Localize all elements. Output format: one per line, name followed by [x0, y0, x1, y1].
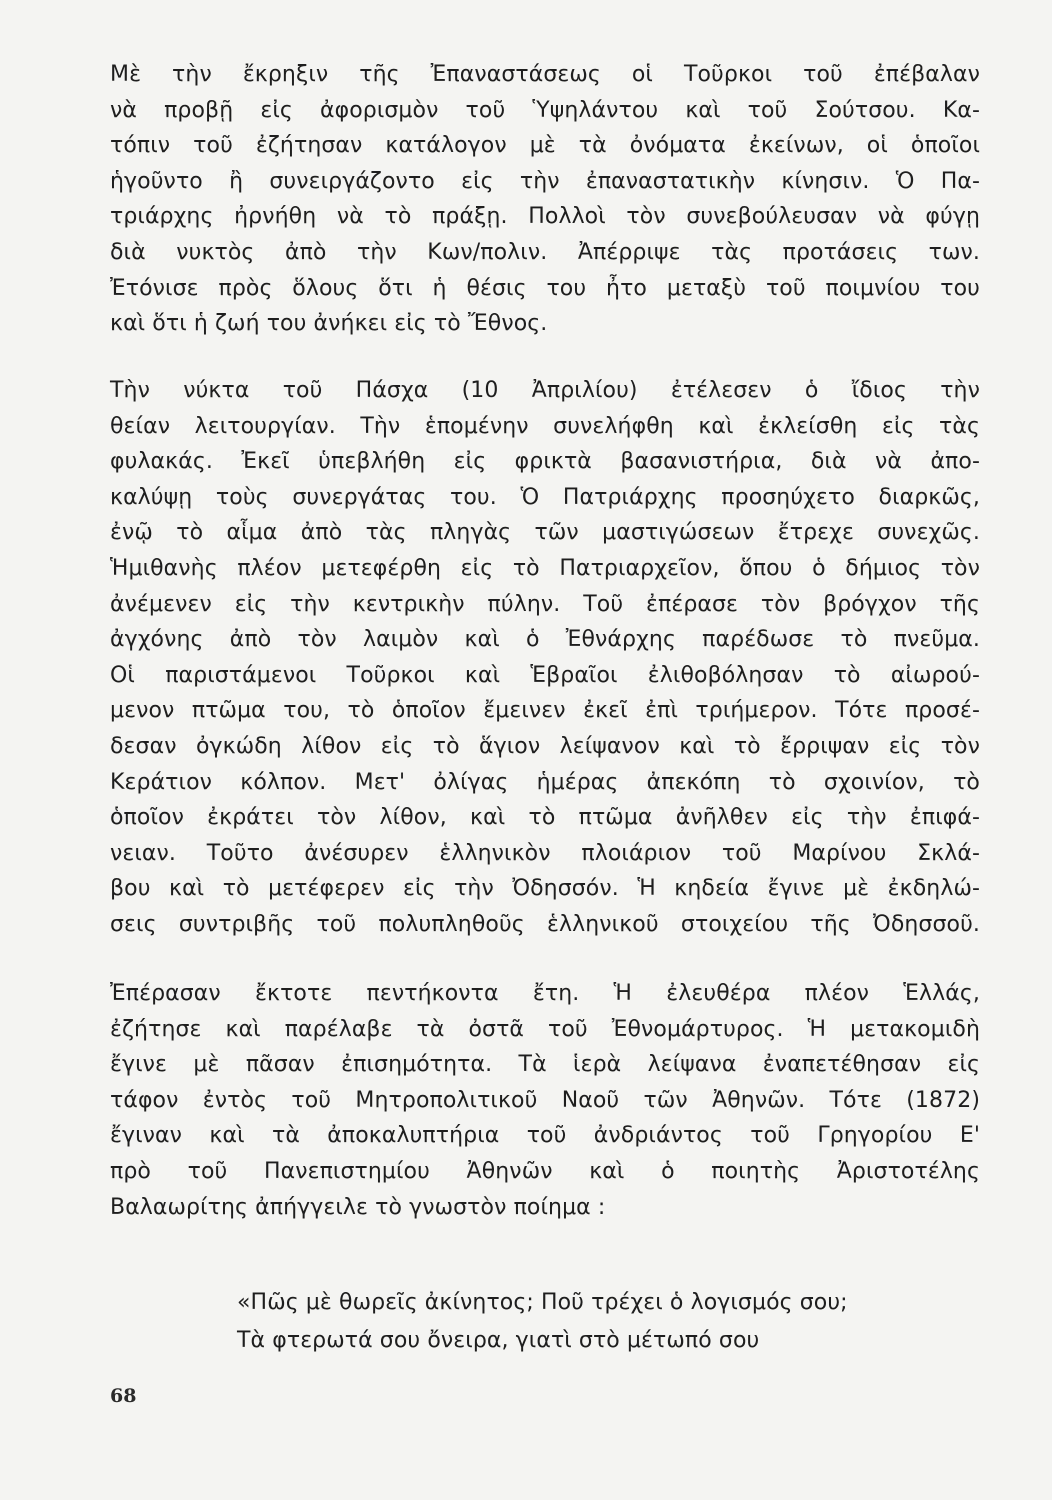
text-line: Βαλαωρίτης ἀπήγγειλε τὸ γνωστὸν ποίημα :: [110, 1194, 606, 1220]
poem-quote: [237, 1284, 982, 1360]
poem-line: «Πῶς μὲ θωρεῖς ἀκίνητος; Ποῦ τρέχει ὁ λογισμός σου;: [237, 1290, 848, 1315]
paragraph-2: [110, 373, 980, 943]
text-line: τριάρχης ἠρνήθη νὰ τὸ πράξῃ. Πολλοὶ τὸν συνεβούλευσαν νὰ φύγῃ: [110, 204, 980, 230]
page-number: 68: [110, 1385, 137, 1407]
text-line: μενον πτῶμα του, τὸ ὁποῖον ἔμεινεν ἐκεῖ ἐπὶ τριήμερον. Τότε προσέ-: [110, 698, 980, 724]
poem-line: Τὰ φτερωτά σου ὄνειρα, γιατὶ στὸ μέτωπό σου: [237, 1328, 760, 1353]
text-line: Ἡμιθανὴς πλέον μετεφέρθη εἰς τὸ Πατριαρχεῖον, ὅπου ὁ δήμιος τὸν: [110, 555, 980, 581]
text-line: καὶ ὅτι ἡ ζωή του ἀνήκει εἰς τὸ Ἔθνος.: [110, 311, 548, 337]
text-line: Μὲ τὴν ἔκρηξιν τῆς Ἐπαναστάσεως οἱ Τοῦρκοι τοῦ ἐπέβαλαν: [110, 62, 980, 87]
text-line: ἐζήτησε καὶ παρέλαβε τὰ ὀστᾶ τοῦ Ἐθνομάρτυρος. Ἡ μετακομιδὴ: [110, 1016, 980, 1042]
text-line: βου καὶ τὸ μετέφερεν εἰς τὴν Ὀδησσόν. Ἡ κηδεία ἔγινε μὲ ἐκδηλώ-: [110, 876, 980, 902]
text-line: ἀνέμενεν εἰς τὴν κεντρικὴν πύλην. Τοῦ ἐπέρασε τὸν βρόγχον τῆς: [110, 591, 980, 617]
text-line: ἐνῷ τὸ αἷμα ἀπὸ τὰς πληγὰς τῶν μαστιγώσεων ἔτρεχε συνεχῶς.: [110, 520, 980, 546]
text-line: ἔγινε μὲ πᾶσαν ἐπισημότητα. Τὰ ἱερὰ λείψανα ἐναπετέθησαν εἰς: [110, 1052, 980, 1078]
text-line: Οἱ παριστάμενοι Τοῦρκοι καὶ Ἑβραῖοι ἐλιθοβόλησαν τὸ αἰωρού-: [110, 662, 980, 688]
text-line: θείαν λειτουργίαν. Τὴν ἑπομένην συνελήφθη καὶ ἐκλείσθη εἰς τὰς: [110, 413, 980, 439]
text-line: σεις συντριβῆς τοῦ πολυπληθοῦς ἑλληνικοῦ στοιχείου τῆς Ὀδησσοῦ.: [110, 911, 980, 937]
text-line: διὰ νυκτὸς ἀπὸ τὴν Κων/πολιν. Ἀπέρριψε τὰς προτάσεις των.: [110, 239, 980, 265]
text-line: τάφον ἐντὸς τοῦ Μητροπολιτικοῦ Ναοῦ τῶν Ἀθηνῶν. Τότε (1872): [110, 1087, 980, 1113]
text-line: Ἐτόνισε πρὸς ὅλους ὅτι ἡ θέσις του ἦτο μεταξὺ τοῦ ποιμνίου του: [110, 275, 980, 301]
text-line: Ἐπέρασαν ἔκτοτε πεντήκοντα ἔτη. Ἡ ἐλευθέρα πλέον Ἑλλάς,: [110, 981, 980, 1006]
text-line: φυλακάς. Ἐκεῖ ὑπεβλήθη εἰς φρικτὰ βασανιστήρια, διὰ νὰ ἀπο-: [110, 449, 980, 475]
text-line: δεσαν ὀγκώδη λίθον εἰς τὸ ἅγιον λείψανον καὶ τὸ ἔρριψαν εἰς τὸν: [110, 733, 980, 759]
text-line: νειαν. Τοῦτο ἀνέσυρεν ἑλληνικὸν πλοιάριον τοῦ Μαρίνου Σκλά-: [110, 840, 980, 866]
text-line: τόπιν τοῦ ἐζήτησαν κατάλογον μὲ τὰ ὀνόματα ἐκείνων, οἱ ὁποῖοι: [110, 133, 980, 159]
paragraph-1: [110, 57, 980, 342]
paragraph-3: [110, 976, 980, 1225]
text-line: ἔγιναν καὶ τὰ ἀποκαλυπτήρια τοῦ ἀνδριάντος τοῦ Γρηγορίου Ε': [110, 1123, 980, 1149]
text-line: Κεράτιον κόλπον. Μετ' ὀλίγας ἡμέρας ἀπεκόπη τὸ σχοινίον, τὸ: [110, 769, 980, 795]
text-line: πρὸ τοῦ Πανεπιστημίου Ἀθηνῶν καὶ ὁ ποιητὴς Ἀριστοτέλης: [110, 1158, 980, 1184]
text-line: νὰ προβῇ εἰς ἀφορισμὸν τοῦ Ὑψηλάντου καὶ τοῦ Σούτσου. Κα-: [110, 97, 980, 123]
text-line: ἡγοῦντο ἢ συνειργάζοντο εἰς τὴν ἐπαναστατικὴν κίνησιν. Ὁ Πα-: [110, 168, 980, 194]
text-line: Τὴν νύκτα τοῦ Πάσχα (10 Ἀπριλίου) ἐτέλεσεν ὁ ἴδιος τὴν: [110, 378, 980, 403]
text-line: ἀγχόνης ἀπὸ τὸν λαιμὸν καὶ ὁ Ἐθνάρχης παρέδωσε τὸ πνεῦμα.: [110, 627, 980, 653]
text-line: καλύψῃ τοὺς συνεργάτας του. Ὁ Πατριάρχης προσηύχετο διαρκῶς,: [110, 484, 980, 510]
text-line: ὁποῖον ἐκράτει τὸν λίθον, καὶ τὸ πτῶμα ἀνῆλθεν εἰς τὴν ἐπιφά-: [110, 805, 980, 831]
